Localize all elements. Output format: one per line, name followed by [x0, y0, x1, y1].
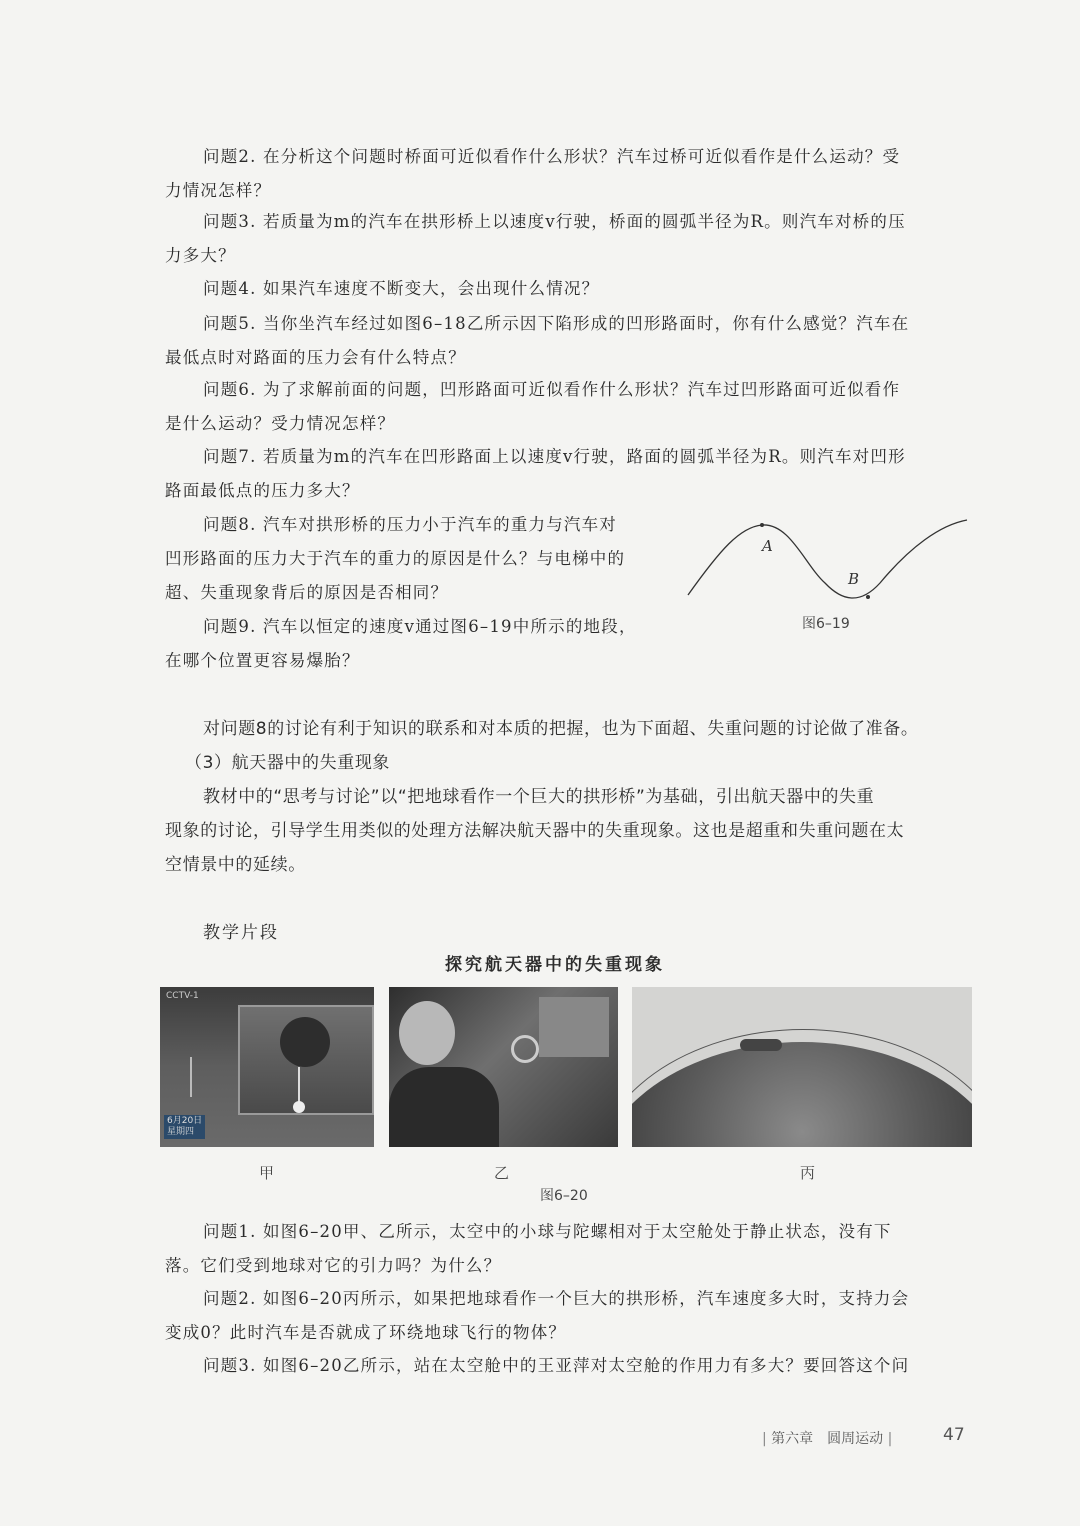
bottom-question-2-line1: 问题2. 如图6–20丙所示，如果把地球看作一个巨大的拱形桥，汽车速度多大时，支持力会	[203, 1289, 910, 1308]
caption-bing: 丙	[800, 1164, 816, 1182]
footer-bar-left: |	[762, 1431, 767, 1447]
question-8-line3: 超、失重现象背后的原因是否相同？	[165, 583, 449, 602]
discussion-p1-text: 对问题8的讨论有利于知识的联系和对本质的把握，也为下面超、失重问题的讨论做了准备。	[203, 719, 919, 739]
discussion-p2-line2: 现象的讨论，引导学生用类似的处理方法解决航天器中的失重现象。这也是超重和失重问题在太	[165, 821, 905, 841]
question-3-line2: 力多大？	[165, 246, 236, 265]
gyroscope-shape	[511, 1035, 539, 1063]
tv-date-line1: 6月20日	[167, 1116, 203, 1126]
photo-bing	[632, 987, 972, 1147]
question-6	[165, 373, 965, 441]
figure-6-19-caption: 图6–19	[802, 616, 850, 632]
tv-date-badge	[164, 1115, 205, 1139]
question-7-line2: 路面最低点的压力多大？	[165, 481, 360, 500]
string-shape	[298, 1067, 300, 1105]
orbit-arc-shape	[632, 1029, 972, 1147]
teaching-segment-label: 教学片段	[203, 923, 279, 943]
point-b-dot	[866, 595, 870, 599]
tv-logo: CCTV-1	[166, 991, 199, 1001]
section-heading-text: （3）航天器中的失重现象	[185, 753, 391, 773]
question-2-line1: 问题2. 在分析这个问题时桥面可近似看作什么形状？汽车过桥可近似看作是什么运动？受	[203, 147, 901, 166]
bottom-question-1-line1: 问题1. 如图6–20甲、乙所示，太空中的小球与陀螺相对于太空舱处于静止状态，没有下	[203, 1222, 892, 1241]
question-7-line1: 问题7. 若质量为m的汽车在凹形路面上以速度v行驶，路面的圆弧半径为R。则汽车对凹形	[203, 447, 906, 466]
bottom-question-3-line1: 问题3. 如图6–20乙所示，站在太空舱中的王亚萍对太空舱的作用力有多大？要回答这个问	[203, 1356, 910, 1375]
tv-inset-frame	[238, 1005, 374, 1115]
road-curve-line	[688, 520, 967, 598]
bottom-question-2	[165, 1282, 965, 1350]
cabin-panel-shape	[539, 997, 609, 1057]
footer-chapter	[762, 1428, 892, 1448]
point-b-label: B	[848, 570, 860, 588]
tv-date-line2: 星期四	[167, 1127, 195, 1137]
discussion-p2-line3: 空情景中的延续。	[165, 855, 306, 875]
question-5-line2: 最低点时对路面的压力会有什么特点？	[165, 348, 466, 367]
figure-6-20-caption: 图6–20	[540, 1188, 588, 1204]
question-8-line2: 凹形路面的压力大于汽车的重力的原因是什么？与电梯中的	[165, 549, 626, 568]
car-on-earth-shape	[740, 1039, 782, 1051]
teaching-segment-title: 探究航天器中的失重现象	[445, 955, 665, 975]
question-2	[165, 140, 965, 208]
photo-jia	[160, 987, 374, 1147]
question-2-line2: 力情况怎样？	[165, 181, 272, 200]
question-7	[165, 440, 965, 508]
question-6-line1: 问题6. 为了求解前面的问题，凹形路面可近似看作什么形状？汽车过凹形路面可近似看作	[203, 380, 901, 399]
point-a-dot	[760, 523, 764, 527]
question-5-line1: 问题5. 当你坐汽车经过如图6–18乙所示因下陷形成的凹形路面时，你有什么感觉？汽车在	[203, 314, 910, 333]
point-a-label: A	[762, 537, 773, 555]
bottom-question-3	[165, 1349, 965, 1383]
astronaut-head-shape	[280, 1017, 330, 1067]
footer-chapter-text: 第六章 圆周运动	[771, 1431, 884, 1447]
discussion-paragraph-2	[165, 780, 965, 882]
question-3-line1: 问题3. 若质量为m的汽车在拱形桥上以速度v行驶，桥面的圆弧半径为R。则汽车对桥的压	[203, 212, 906, 231]
photo-yi	[389, 987, 618, 1147]
caption-jia: 甲	[259, 1164, 275, 1182]
discussion-p2-line1: 教材中的“思考与讨论”以“把地球看作一个巨大的拱形桥”为基础，引出航天器中的失重	[203, 787, 875, 807]
caption-yi: 乙	[494, 1164, 510, 1182]
floating-ball-shape	[293, 1101, 305, 1113]
question-3	[165, 205, 965, 273]
question-6-line2: 是什么运动？受力情况怎样？	[165, 414, 396, 433]
question-8-line1: 问题8. 汽车对拱形桥的压力小于汽车的重力与汽车对	[203, 515, 617, 534]
bottom-question-2-line2: 变成0？此时汽车是否就成了环绕地球飞行的物体？	[165, 1323, 567, 1342]
question-9	[165, 610, 665, 678]
question-9-line2: 在哪个位置更容易爆胎？	[165, 651, 360, 670]
bottom-question-1-line2: 落。它们受到地球对它的引力吗？为什么？	[165, 1256, 502, 1275]
discussion-paragraph-1	[165, 712, 965, 746]
astronaut-face-shape	[399, 1001, 455, 1065]
bottom-question-1	[165, 1215, 965, 1283]
page-number: 47	[943, 1425, 965, 1445]
section-heading-3	[185, 746, 985, 780]
footer-bar-right: |	[887, 1431, 893, 1447]
astronaut-body-shape	[389, 1067, 499, 1147]
question-8	[165, 508, 665, 610]
question-5	[165, 307, 965, 375]
question-4-line1: 问题4. 如果汽车速度不断变大，会出现什么情况？	[203, 279, 600, 298]
question-4	[165, 272, 965, 306]
pendulum-stand-shape	[190, 1057, 204, 1097]
question-9-line1: 问题9. 汽车以恒定的速度v通过图6–19中所示的地段，	[203, 617, 637, 636]
